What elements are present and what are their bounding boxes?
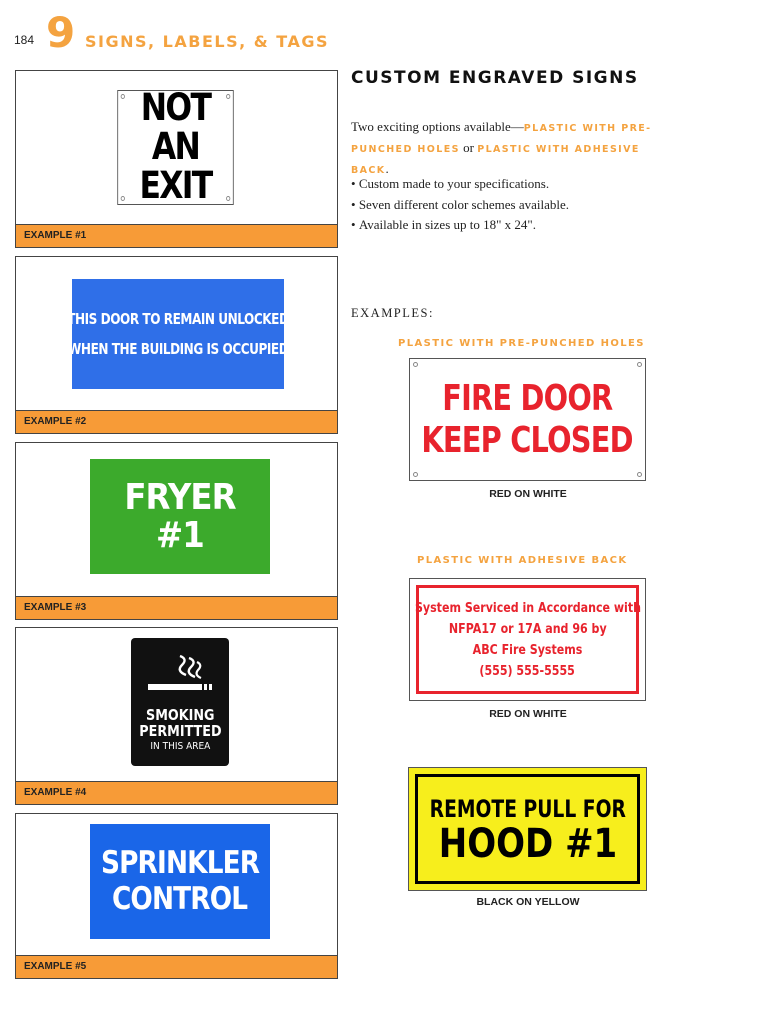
sign-line: CONTROL (112, 880, 248, 917)
example-3-panel (15, 442, 338, 620)
sprinkler-control-sign (90, 824, 270, 939)
example-4-panel (15, 627, 338, 805)
mounting-hole (121, 196, 125, 201)
system-serviced-sign (409, 578, 646, 701)
sign-line: EXIT (139, 163, 212, 207)
sign-line: FRYER #1 (124, 476, 236, 556)
sign-line: FIRE DOOR (442, 378, 613, 420)
feature-item: • Seven different color schemes available. (351, 195, 569, 216)
sign-caption: RED ON WHITE (489, 488, 567, 500)
sign-line: (555) 555-5555 (479, 663, 576, 679)
sign-line: ABC Fire Systems (472, 642, 583, 658)
option-1-text: PLASTIC WITH PRE-PUNCHED HOLES (351, 123, 652, 155)
example-label: EXAMPLE #5 (16, 955, 337, 978)
feature-item: • Custom made to your specifications. (351, 174, 569, 195)
sign-caption: BLACK ON YELLOW (476, 896, 580, 908)
example-2-panel (15, 256, 338, 434)
mounting-hole (413, 362, 418, 367)
sign-line: NFPA17 or 17A and 96 by (448, 621, 607, 637)
subsection-heading-adhesive: PLASTIC WITH ADHESIVE BACK (417, 555, 628, 566)
chapter-title: SIGNS, LABELS, & TAGS (85, 32, 329, 51)
sign-line: THIS DOOR TO REMAIN UNLOCKED (67, 310, 289, 328)
example-label: EXAMPLE #4 (16, 781, 337, 804)
sign-line: WHEN THE BUILDING IS OCCUPIED (67, 340, 289, 358)
remote-pull-sign (408, 767, 647, 891)
intro-suffix: . (385, 161, 389, 176)
sign-line: System Serviced in Accordance with (414, 600, 641, 616)
example-label: EXAMPLE #2 (16, 410, 337, 433)
section-title: CUSTOM ENGRAVED SIGNS (351, 68, 639, 88)
sign-line: SPRINKLER (100, 844, 260, 881)
or-word: or (459, 140, 478, 155)
fire-door-sign (409, 358, 646, 481)
sign-caption: RED ON WHITE (489, 708, 567, 720)
sign-line: PERMITTED (138, 721, 222, 740)
page-number: 184 (14, 33, 35, 47)
intro-prefix: Two exciting options available— (351, 119, 524, 134)
smoking-permitted-sign (131, 638, 229, 766)
feature-list (351, 174, 569, 236)
sign-line: NOT AN (140, 86, 211, 169)
mounting-hole (637, 472, 642, 477)
sign-line: REMOTE PULL FOR (429, 795, 626, 824)
mounting-hole (637, 362, 642, 367)
cigarette-icon (144, 652, 216, 696)
option-2-text: PLASTIC WITH ADHESIVE BACK (351, 144, 640, 176)
sign-line: SMOKING (145, 706, 215, 724)
intro-paragraph (351, 117, 671, 180)
feature-item: • Available in sizes up to 18" x 24". (351, 215, 569, 236)
example-label: EXAMPLE #3 (16, 596, 337, 619)
example-1-panel (15, 70, 338, 248)
mounting-hole (121, 94, 125, 99)
mounting-hole (226, 94, 230, 99)
not-an-exit-sign (117, 86, 233, 207)
chapter-number: 9 (46, 8, 76, 57)
subsection-heading-holes: PLASTIC WITH PRE-PUNCHED HOLES (398, 338, 645, 349)
examples-heading: EXAMPLES: (351, 306, 434, 320)
mounting-hole (226, 196, 230, 201)
fryer-sign (90, 459, 270, 574)
sign-line: KEEP CLOSED (421, 419, 634, 461)
sign-line: IN THIS AREA (149, 740, 210, 752)
mounting-hole (413, 472, 418, 477)
sign-line: HOOD #1 (438, 820, 617, 867)
example-label: EXAMPLE #1 (16, 224, 337, 247)
door-unlocked-sign (67, 279, 289, 389)
example-5-panel (15, 813, 338, 979)
